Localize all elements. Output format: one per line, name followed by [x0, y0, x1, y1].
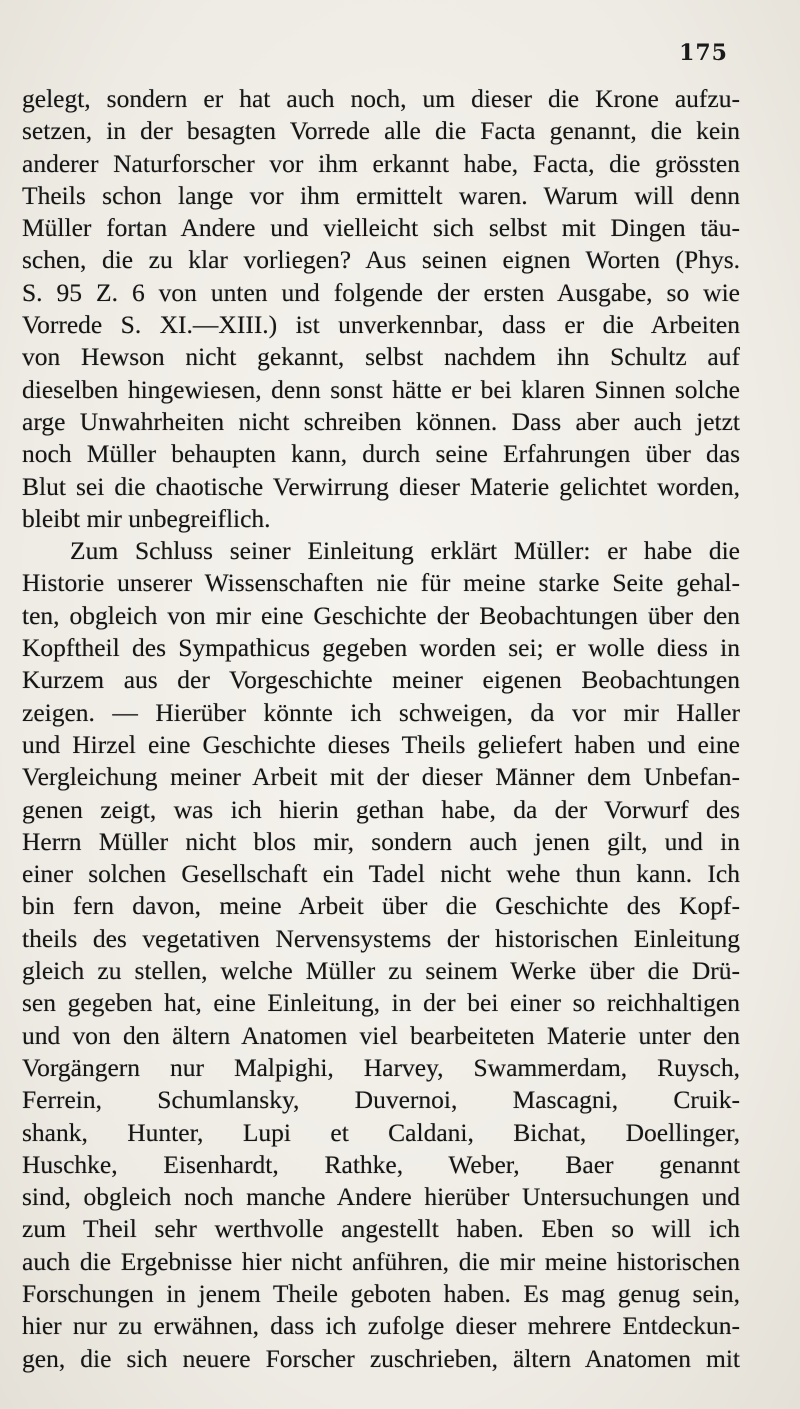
text-line: und Hirzel eine Geschichte dieses Theils geliefert haben und eine: [22, 729, 740, 759]
text-line: sen gegeben hat, eine Einleitung, in der bei einer so reichhaltigen: [22, 988, 740, 1018]
text-line: sind, obgleich noch manche Andere hierüber Untersuchungen und: [22, 1182, 740, 1212]
text-line: gleich zu stellen, welche Müller zu seinem Werke über die Drü-: [22, 956, 740, 986]
text-line: zum Theil sehr werthvolle angestellt haben. Eben so will ich: [22, 1214, 740, 1244]
text-line: S. 95 Z. 6 von unten und folgende der ersten Ausgabe, so wie: [22, 277, 740, 307]
text-line: Ferrein, Schumlansky, Duvernoi, Mascagni, Cruik-: [22, 1085, 740, 1115]
text-line: hier nur zu erwähnen, dass ich zufolge dieser mehrere Entdeckun-: [22, 1311, 740, 1341]
text-line: einer solchen Gesellschaft ein Tadel nicht wehe thun kann. Ich: [22, 859, 740, 889]
paragraph-last-line: bleibt mir unbegreiflich.: [22, 503, 271, 533]
text-line: genen zeigt, was ich hierin gethan habe, da der Vorwurf des: [22, 794, 740, 824]
text-line: Huschke, Eisenhardt, Rathke, Weber, Baer genannt: [22, 1149, 740, 1179]
text-line: zeigen. — Hierüber könnte ich schweigen, da vor mir Haller: [22, 697, 740, 727]
text-line: Forschungen in jenem Theile geboten haben. Es mag genug sein,: [22, 1278, 740, 1308]
text-line: bin fern davon, meine Arbeit über die Geschichte des Kopf-: [22, 891, 740, 921]
text-line: dieselben hingewiesen, denn sonst hätte er bei klaren Sinnen solche: [22, 374, 740, 404]
text-line: Vorgängern nur Malpighi, Harvey, Swammerdam, Ruysch,: [22, 1052, 740, 1082]
text-line: arge Unwahrheiten nicht schreiben können. Dass aber auch jetzt: [22, 406, 740, 436]
text-line: Vergleichung meiner Arbeit mit der dieser Männer dem Unbefan-: [22, 762, 740, 792]
text-line: Kopftheil des Sympathicus gegeben worden sei; er wolle diess in: [22, 633, 740, 663]
paragraph-first-line: Zum Schluss seiner Einleitung erklärt Müller: er habe die: [70, 536, 740, 566]
body-text: [22, 83, 740, 1375]
text-line: auch die Ergebnisse hier nicht anführen, die mir meine historischen: [22, 1246, 740, 1276]
text-line: von Hewson nicht gekannt, selbst nachdem ihn Schultz auf: [22, 342, 740, 372]
text-line: schen, die zu klar vorliegen? Aus seinen eignen Worten (Phys.: [22, 245, 740, 275]
text-line: Vorrede S. XI.—XIII.) ist unverkennbar, dass er die Arbeiten: [22, 310, 740, 340]
text-line: ten, obgleich von mir eine Geschichte der Beobachtungen über den: [22, 600, 740, 630]
text-line: Herrn Müller nicht blos mir, sondern auch jenen gilt, und in: [22, 826, 740, 856]
text-line: gelegt, sondern er hat auch noch, um dieser die Krone aufzu-: [22, 84, 740, 113]
text-line: Müller fortan Andere und vielleicht sich selbst mit Dingen täu-: [22, 213, 740, 243]
text-line: theils des vegetativen Nervensystems der historischen Einleitung: [22, 923, 740, 953]
text-line: gen, die sich neuere Forscher zuschrieben, ältern Anatomen mit: [22, 1343, 740, 1373]
text-line: Historie unserer Wissenschaften nie für meine starke Seite gehal-: [22, 568, 740, 598]
text-line: shank, Hunter, Lupi et Caldani, Bichat, Doellinger,: [22, 1117, 740, 1147]
page-number: 175: [679, 40, 728, 66]
text-line: setzen, in der besagten Vorrede alle die Facta genannt, die kein: [22, 116, 740, 146]
text-line: Kurzem aus der Vorgeschichte meiner eigenen Beobachtungen: [22, 665, 740, 695]
text-line: Blut sei die chaotische Verwirrung dieser Materie gelichtet worden,: [22, 471, 740, 501]
text-line: und von den ältern Anatomen viel bearbeiteten Materie unter den: [22, 1020, 740, 1050]
text-line: anderer Naturforscher vor ihm erkannt habe, Facta, die grössten: [22, 148, 740, 178]
text-line: Theils schon lange vor ihm ermittelt waren. Warum will denn: [22, 180, 740, 210]
text-line: noch Müller behaupten kann, durch seine Erfahrungen über das: [22, 439, 740, 469]
